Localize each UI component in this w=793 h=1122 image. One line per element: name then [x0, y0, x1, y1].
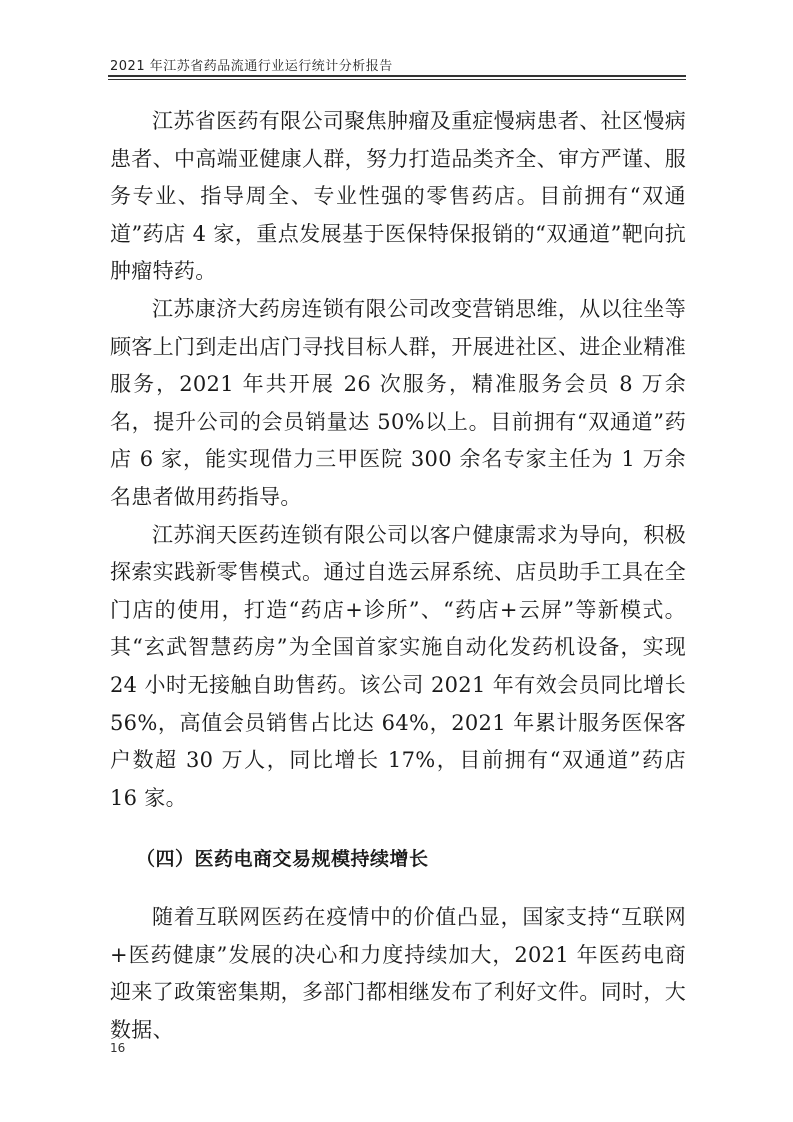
page-number: 16: [110, 1041, 126, 1055]
page-body: [110, 103, 686, 1050]
paragraph-ecommerce: 随着互联网医药在疫情中的价值凸显，国家支持“互联网+医药健康”发展的决心和力度持续加大，2021 年医药电商迎来了政策密集期，多部门都相继发布了利好文件。同时，大数据、: [110, 905, 686, 1043]
report-title: 2021 年江苏省药品流通行业运行统计分析报告: [110, 59, 393, 74]
running-header: [108, 52, 686, 78]
paragraph-jiangsu-pharma: 江苏省医药有限公司聚焦肿瘤及重症慢病患者、社区慢病患者、中高端亚健康人群，努力打造品类齐全、审方严谨、服务专业、指导周全、专业性强的零售药店。目前拥有“双通道”药店 4 家，重点发展基于医保特保报销的“双通道”靶向抗肿瘤特药。: [110, 109, 686, 284]
paragraph-kangji-pharmacy: 江苏康济大药房连锁有限公司改变营销思维，从以往坐等顾客上门到走出店门寻找目标人群，开展进社区、进企业精准服务，2021 年共开展 26 次服务，精准服务会员 8 万余名，提升公司的会员销量达 50%以上。目前拥有“双通道”药店 6 家，能实现借力三甲医院 300 余名专家主任为 1 万余名患者做用药指导。: [110, 296, 686, 509]
header-rule-thin: [108, 79, 686, 80]
section-heading: （四）医药电商交易规模持续增长: [136, 848, 429, 871]
header-rule: [108, 75, 686, 77]
paragraph-runtian-pharma: 江苏润天医药连锁有限公司以客户健康需求为导向，积极探索实践新零售模式。通过自选云屏系统、店员助手工具在全门店的使用，打造“药店+诊所”、“药店+云屏”等新模式。其“玄武智慧药房”为全国首家实施自动化发药机设备，实现 24 小时无接触自助售药。该公司 2021 年有效会员同比增长 56%，高值会员销售占比达 64%，2021 年累计服务医保客户数超 30 万人，同比增长 17%，目前拥有“双通道”药店 16 家。: [110, 522, 686, 810]
